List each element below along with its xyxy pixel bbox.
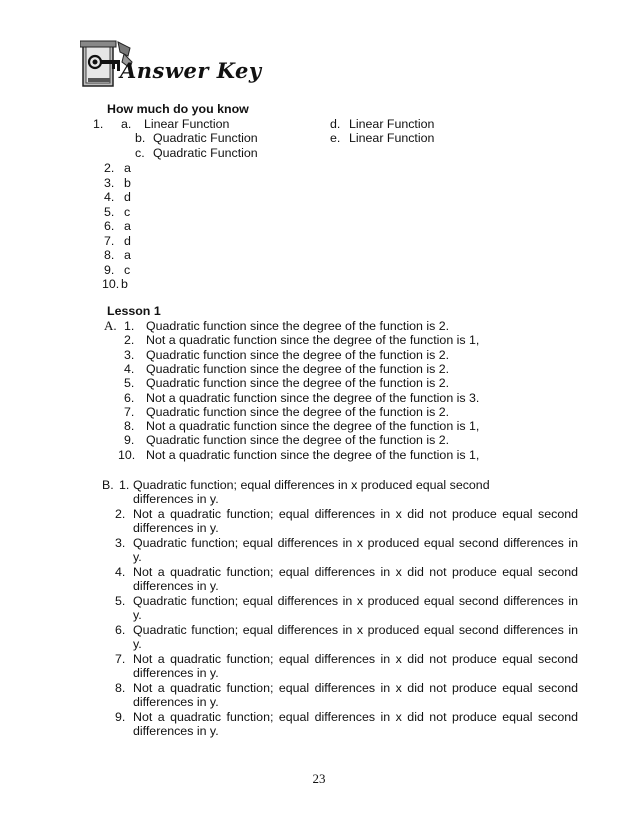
item-number: 10. [118,447,136,462]
item-number: 9. [104,262,115,277]
item-answer: b [124,175,131,190]
part-label: A. [104,318,117,333]
page-number: 23 [312,771,326,786]
item-text: Quadratic function since the degree of the function is 2. [146,319,450,333]
item-number: 5. [104,204,115,219]
item-answer: a [124,219,131,233]
item-number: 7. [124,404,135,419]
item-answer: c [124,204,131,219]
item-answer: c [124,262,131,277]
item-number: 4. [104,190,115,204]
item-answer: b [121,277,128,291]
item-text: Not a quadratic function; equal differences in x did not produce equal second differences in y. [133,565,578,594]
option-text: Quadratic Function [153,146,258,160]
answer-key-title: Answer Key [120,58,262,83]
item-text: Quadratic function since the degree of the function is 2. [146,433,450,448]
item-text: Not a quadratic function; equal differences in x did not produce equal second differences in y. [133,681,578,710]
item-text: Quadratic function; equal differences in x produced equal second differences in y. [133,623,578,652]
item-answer: a [124,248,131,262]
item-number: 6. [115,623,126,637]
item-number: 2. [124,333,135,348]
item-number: 9. [115,710,126,724]
item-text: Not a quadratic function since the degree of the function is 1, [146,333,480,348]
item-number: 8. [104,248,115,262]
item-number: 3. [124,347,135,362]
part-label: B. [102,478,114,492]
item-number: 4. [124,361,135,376]
item-number: 1. [124,319,135,333]
item-number: 8. [124,419,135,434]
item-number: 6. [104,219,115,233]
item-text: Quadratic function; equal differences in x produced equal second differences in y. [133,478,490,507]
item-number: 3. [104,175,115,190]
item-text: Quadratic function since the degree of the function is 2. [146,361,450,376]
item-text: Not a quadratic function since the degree of the function is 1, [146,447,480,462]
item-text: Quadratic function; equal differences in x produced equal second differences in y. [133,536,578,565]
item-text: Quadratic function since the degree of the function is 2. [146,376,450,391]
item-text: Not a quadratic function since the degree of the function is 3. [146,390,480,405]
item-number: 5. [124,376,135,391]
item-number: 3. [115,536,126,550]
item-number: 9. [124,433,135,448]
option-letter: a. [121,117,132,131]
option-text: Quadratic Function [153,131,258,145]
option-text: Linear Function [349,131,435,145]
item-number: 7. [104,233,115,248]
item-number: 2. [104,161,115,175]
option-letter: d. [330,117,341,131]
option-letter: c. [135,146,145,160]
option-text: Linear Function [144,117,230,131]
item-text: Quadratic function since the degree of the function is 2. [146,347,450,362]
item-answer: d [124,190,131,204]
item-number: 8. [115,681,126,695]
item-text: Not a quadratic function; equal differences in x did not produce equal second differences in y. [133,507,578,536]
item-number: 10. [102,277,120,291]
lesson-heading: Lesson 1 [107,304,161,318]
option-letter: e. [330,131,341,145]
option-text: Linear Function [349,117,435,131]
item-number: 2. [115,507,126,521]
item-text: Not a quadratic function; equal differences in x did not produce equal second differences in y. [133,652,578,681]
section-heading: How much do you know [107,102,249,116]
item-number: 1. [119,478,130,492]
item-number: 7. [115,652,126,666]
option-letter: b. [135,131,146,145]
item-number: 5. [115,594,126,608]
answer-key-header [80,38,280,90]
item-number: 4. [115,565,126,579]
item-answer: a [124,161,131,175]
item-answer: d [124,233,131,248]
item-text: Quadratic function since the degree of the function is 2. [146,404,450,419]
item-number: 6. [124,390,135,405]
item-text: Not a quadratic function; equal differences in x did not produce equal second differences in y. [133,710,578,739]
item-text: Quadratic function; equal differences in x produced equal second differences in y. [133,594,578,623]
item-text: Not a quadratic function since the degree of the function is 1, [146,419,480,434]
item-number: 1. [93,117,104,131]
